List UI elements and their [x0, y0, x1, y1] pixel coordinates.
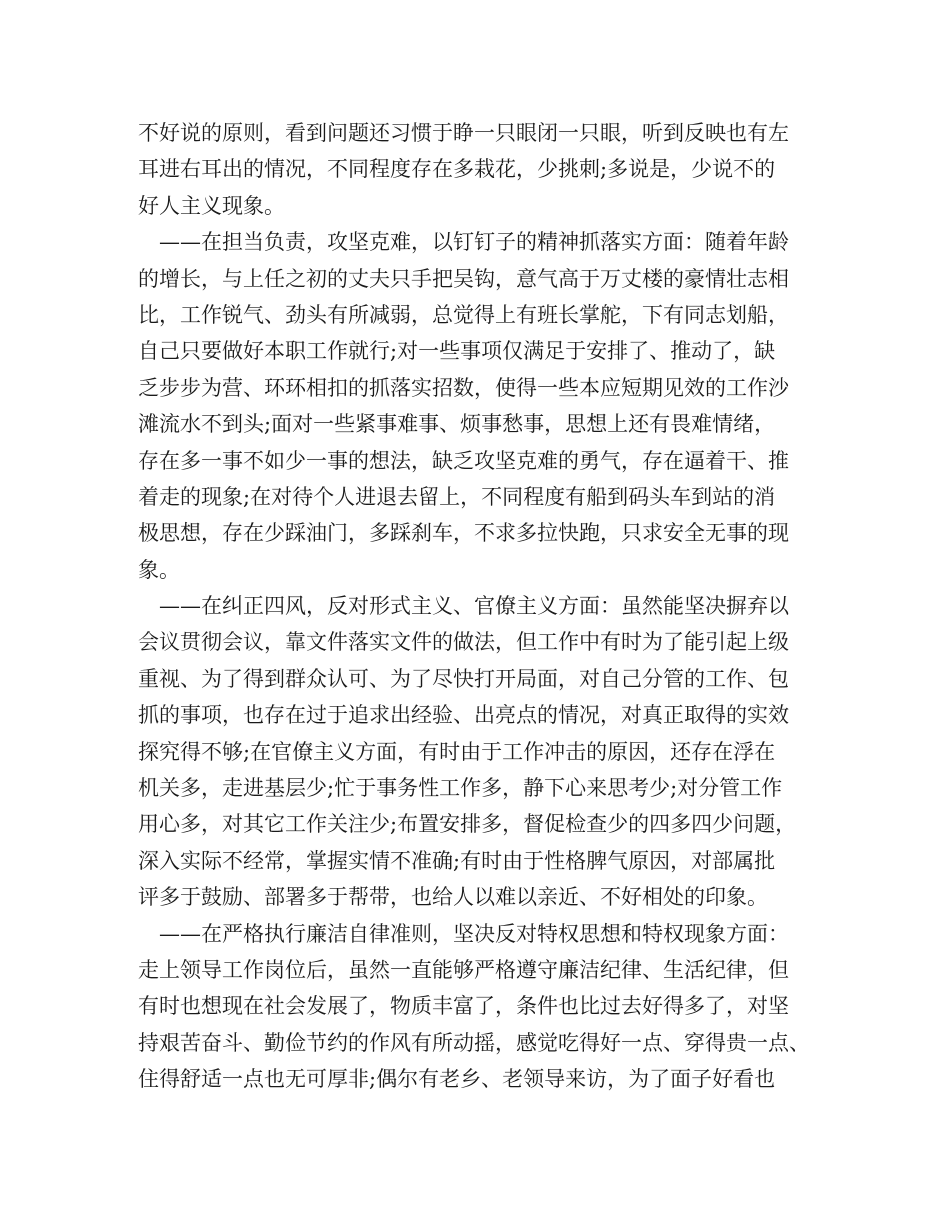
text-line: 抓的事项，也存在过于追求出经验、出亮点的情况，对真正取得的实效 [138, 703, 789, 728]
text-line: 持艰苦奋斗、勤俭节约的作风有所动摇，感觉吃得好一点、穿得贵一点、 [138, 1030, 810, 1055]
text-line: 住得舒适一点也无可厚非;偶尔有老乡、老领导来访，为了面子好看也 [138, 1067, 776, 1092]
text-line: 滩流水不到头;面对一些紧事难事、烦事愁事，思想上还有畏难情绪， [138, 412, 776, 437]
text-line: 着走的现象;在对待个人进退去留上，不同程度有船到码头车到站的消 [138, 484, 776, 509]
text-line: 比，工作锐气、劲头有所减弱，总觉得上有班长掌舵，下有同志划船， [138, 302, 789, 327]
text-line: 走上领导工作岗位后，虽然一直能够严格遵守廉洁纪律、生活纪律，但 [138, 957, 789, 982]
document-body [138, 115, 818, 1098]
text-line: 好人主义现象。 [138, 193, 285, 218]
paragraph-start-line: ——在纠正四风，反对形式主义、官僚主义方面：虽然能坚决摒弃以 [159, 594, 789, 619]
text-line: 乏步步为营、环环相扣的抓落实招数，使得一些本应短期见效的工作沙 [138, 375, 789, 400]
text-line: 探究得不够;在官僚主义方面，有时由于工作冲击的原因，还存在浮在 [138, 739, 776, 764]
text-line: 重视、为了得到群众认可、为了尽快打开局面，对自己分管的工作、包 [138, 666, 789, 691]
text-line: 不好说的原则，看到问题还习惯于睁一只眼闭一只眼，听到反映也有左 [138, 121, 789, 145]
text-line: 有时也想现在社会发展了，物质丰富了，条件也比过去好得多了，对坚 [138, 994, 789, 1019]
text-line: 存在多一事不如少一事的想法，缺乏攻坚克难的勇气，存在逼着干、推 [138, 448, 789, 473]
text-line: 象。 [138, 557, 180, 582]
text-line: 深入实际不经常，掌握实情不准确;有时由于性格脾气原因，对部属批 [138, 848, 776, 873]
text-line: 极思想，存在少踩油门，多踩刹车，不求多拉快跑，只求安全无事的现 [138, 521, 789, 546]
text-line: 用心多，对其它工作关注少;布置安排多，督促检查少的四多四少问题， [138, 812, 797, 837]
text-line: 自己只要做好本职工作就行;对一些事项仅满足于安排了、推动了，缺 [138, 339, 776, 364]
paragraph-start-line: ——在担当负责，攻坚克难，以钉钉子的精神抓落实方面：随着年龄 [159, 230, 789, 255]
text-line: 机关多，走进基层少;忙于事务性工作多，静下心来思考少;对分管工作 [138, 776, 783, 801]
text-line: 评多于鼓励、部署多于帮带，也给人以难以亲近、不好相处的印象。 [138, 885, 768, 910]
text-line: 的增长，与上任之初的丈夫只手把吴钩，意气高于万丈楼的豪情壮志相 [138, 266, 789, 291]
text-line: 耳进右耳出的情况，不同程度存在多栽花，少挑刺;多说是，少说不的 [138, 157, 776, 182]
text-line: 会议贯彻会议，靠文件落实文件的做法，但工作中有时为了能引起上级 [138, 630, 789, 655]
paragraph-start-line: ——在严格执行廉洁自律准则，坚决反对特权思想和特权现象方面： [159, 921, 789, 946]
